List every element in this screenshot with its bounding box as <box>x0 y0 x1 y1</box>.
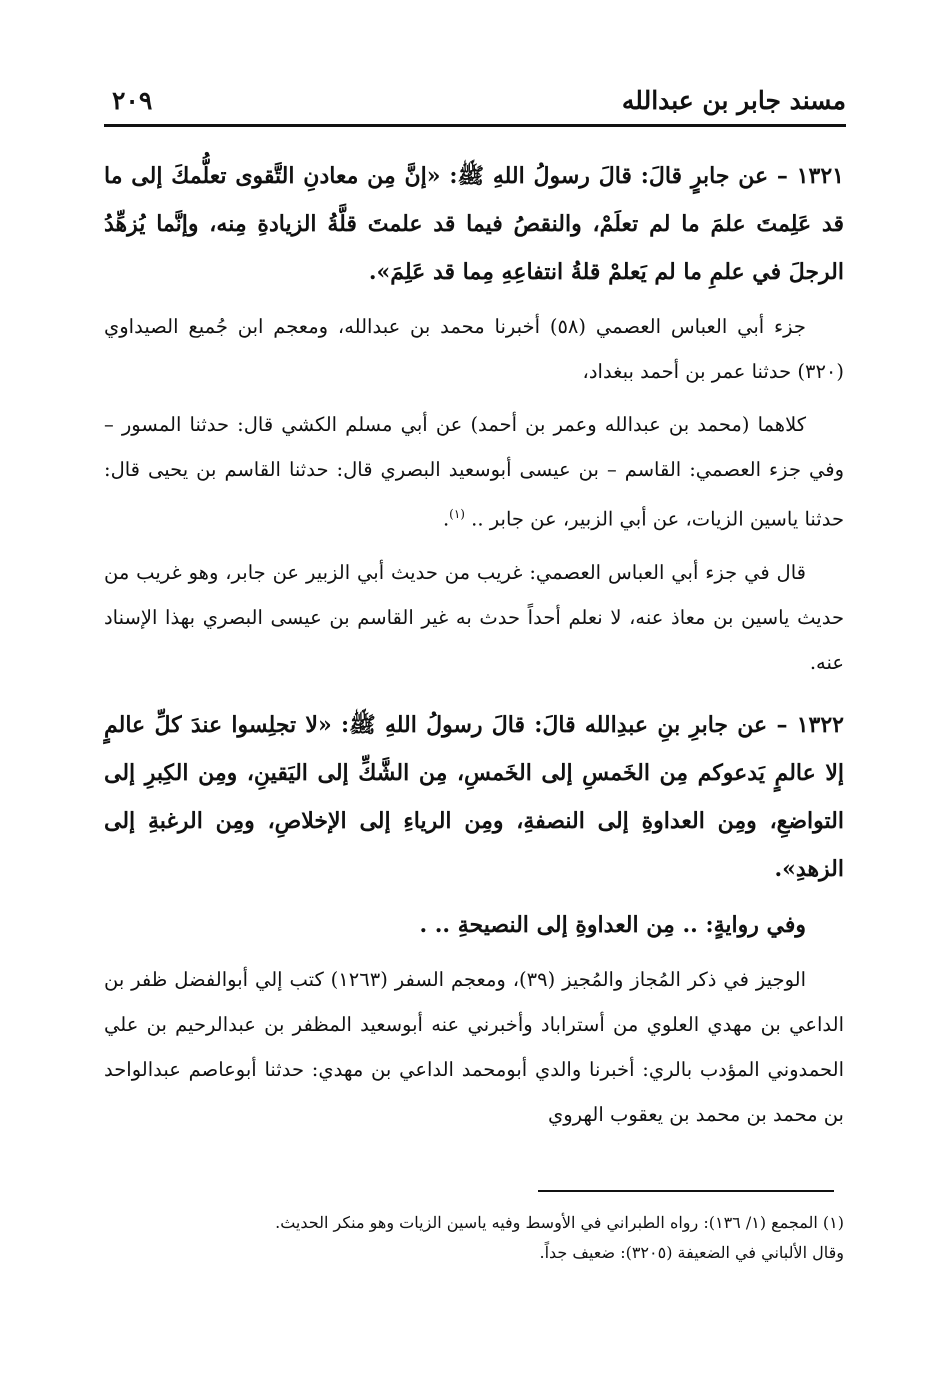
footnote-item: وقال الألباني في الضعيفة (٣٢٠٥): ضعيف جداً. <box>539 1243 844 1262</box>
hadith-text: عن جابرِ بنِ عبدِالله قالَ: قالَ رسولُ اللهِ ﷺ: «لا تجلِسوا عندَ كلِّ عالمٍ إلا عالمٍ يَدعوكم مِن الخَمسِ إلى الخَمسِ، مِن الشَّكِّ إلى اليَقينِ، ومِن الكِبرِ إلى التواضعِ، ومِن العداوةِ إلى النصفةِ، ومِن الرياءِ إلى الإخلاصِ، ومِن الرغبةِ إلى الزهدِ». <box>104 711 844 882</box>
main-text <box>104 152 844 1137</box>
source-note: جزء أبي العباس العصمي (٥٨) أخبرنا محمد بن عبدالله، ومعجم ابن جُميع الصيداوي (٣٢٠) حدثنا عمر بن أحمد ببغداد، <box>104 315 844 383</box>
header-title: مسند جابر بن عبدالله <box>621 86 846 115</box>
page-number: ٢٠٩ <box>112 86 153 115</box>
hadith-text: عن جابرٍ قالَ: قالَ رسولُ اللهِ ﷺ: «إنَّ مِن معادنِ التَّقوى تعلُّمكَ إلى ما قد عَلِمتَ علمَ ما لم تعلَمْ، والنقصُ فيما قد علمتَ قلَّةُ الزيادةِ مِنه، وإنَّما يُزهِّدُ الرجلَ في علمِ ما لم يَعلمْ قلةُ انتفاعِهِ مِما قد عَلِمَ». <box>104 163 844 285</box>
variant-narration: وفي روايةٍ: .. مِن العداوةِ إلى النصيحةِ .. . <box>419 911 806 938</box>
hadith-number: ١٣٢١ – <box>768 163 844 189</box>
running-header <box>104 84 846 124</box>
source-note: الوجيز في ذكر المُجاز والمُجيز (٣٩)، ومعجم السفر (١٢٦٣) كتب إلي أبوالفضل ظفر بن الداعي بن مهدي العلوي من أستراباد وأخبرني عنه أبوسعيد المظفر بن عبدالرحيم بن علي الحمدوني المؤدب بالري: أخبرنا والدي أبومحمد الداعي بن مهدي: حدثنا أبوعاصم عبدالواحد بن محمد بن محمد بن يعقوب الهروي <box>104 967 844 1126</box>
hadith-1321 <box>104 152 844 296</box>
footnote-rule <box>538 1190 834 1192</box>
header-rule <box>104 124 846 127</box>
footnote-item: (١) المجمع (١/ ١٣٦): رواه الطبراني في الأوسط وفيه ياسين الزيات وهو منكر الحديث. <box>275 1213 844 1232</box>
footnotes <box>104 1208 844 1268</box>
chain-text: كلاهما (محمد بن عبدالله وعمر بن أحمد) عن أبي مسلم الكشي قال: حدثنا المسور – وفي جزء العصمي: القاسم – بن عيسى أبوسعيد البصري قال: حدثنا القاسم بن يحيى قال: حدثنا ياسين الزيات، عن أبي الزبير، عن جابر .. <box>104 413 844 531</box>
chain-note <box>104 402 844 542</box>
hadith-number: ١٣٢٢ – <box>767 711 844 738</box>
chain-end: . <box>442 507 450 531</box>
comment-note: قال في جزء أبي العباس العصمي: غريب من حديث أبي الزبير عن جابر، وهو غريب من حديث ياسين بن معاذ عنه، لا نعلم أحداً حدث به غير القاسم بن عيسى البصري بهذا الإسناد عنه. <box>104 560 844 674</box>
footnote-ref[interactable]: (١) <box>449 507 465 521</box>
hadith-1322 <box>104 701 844 893</box>
